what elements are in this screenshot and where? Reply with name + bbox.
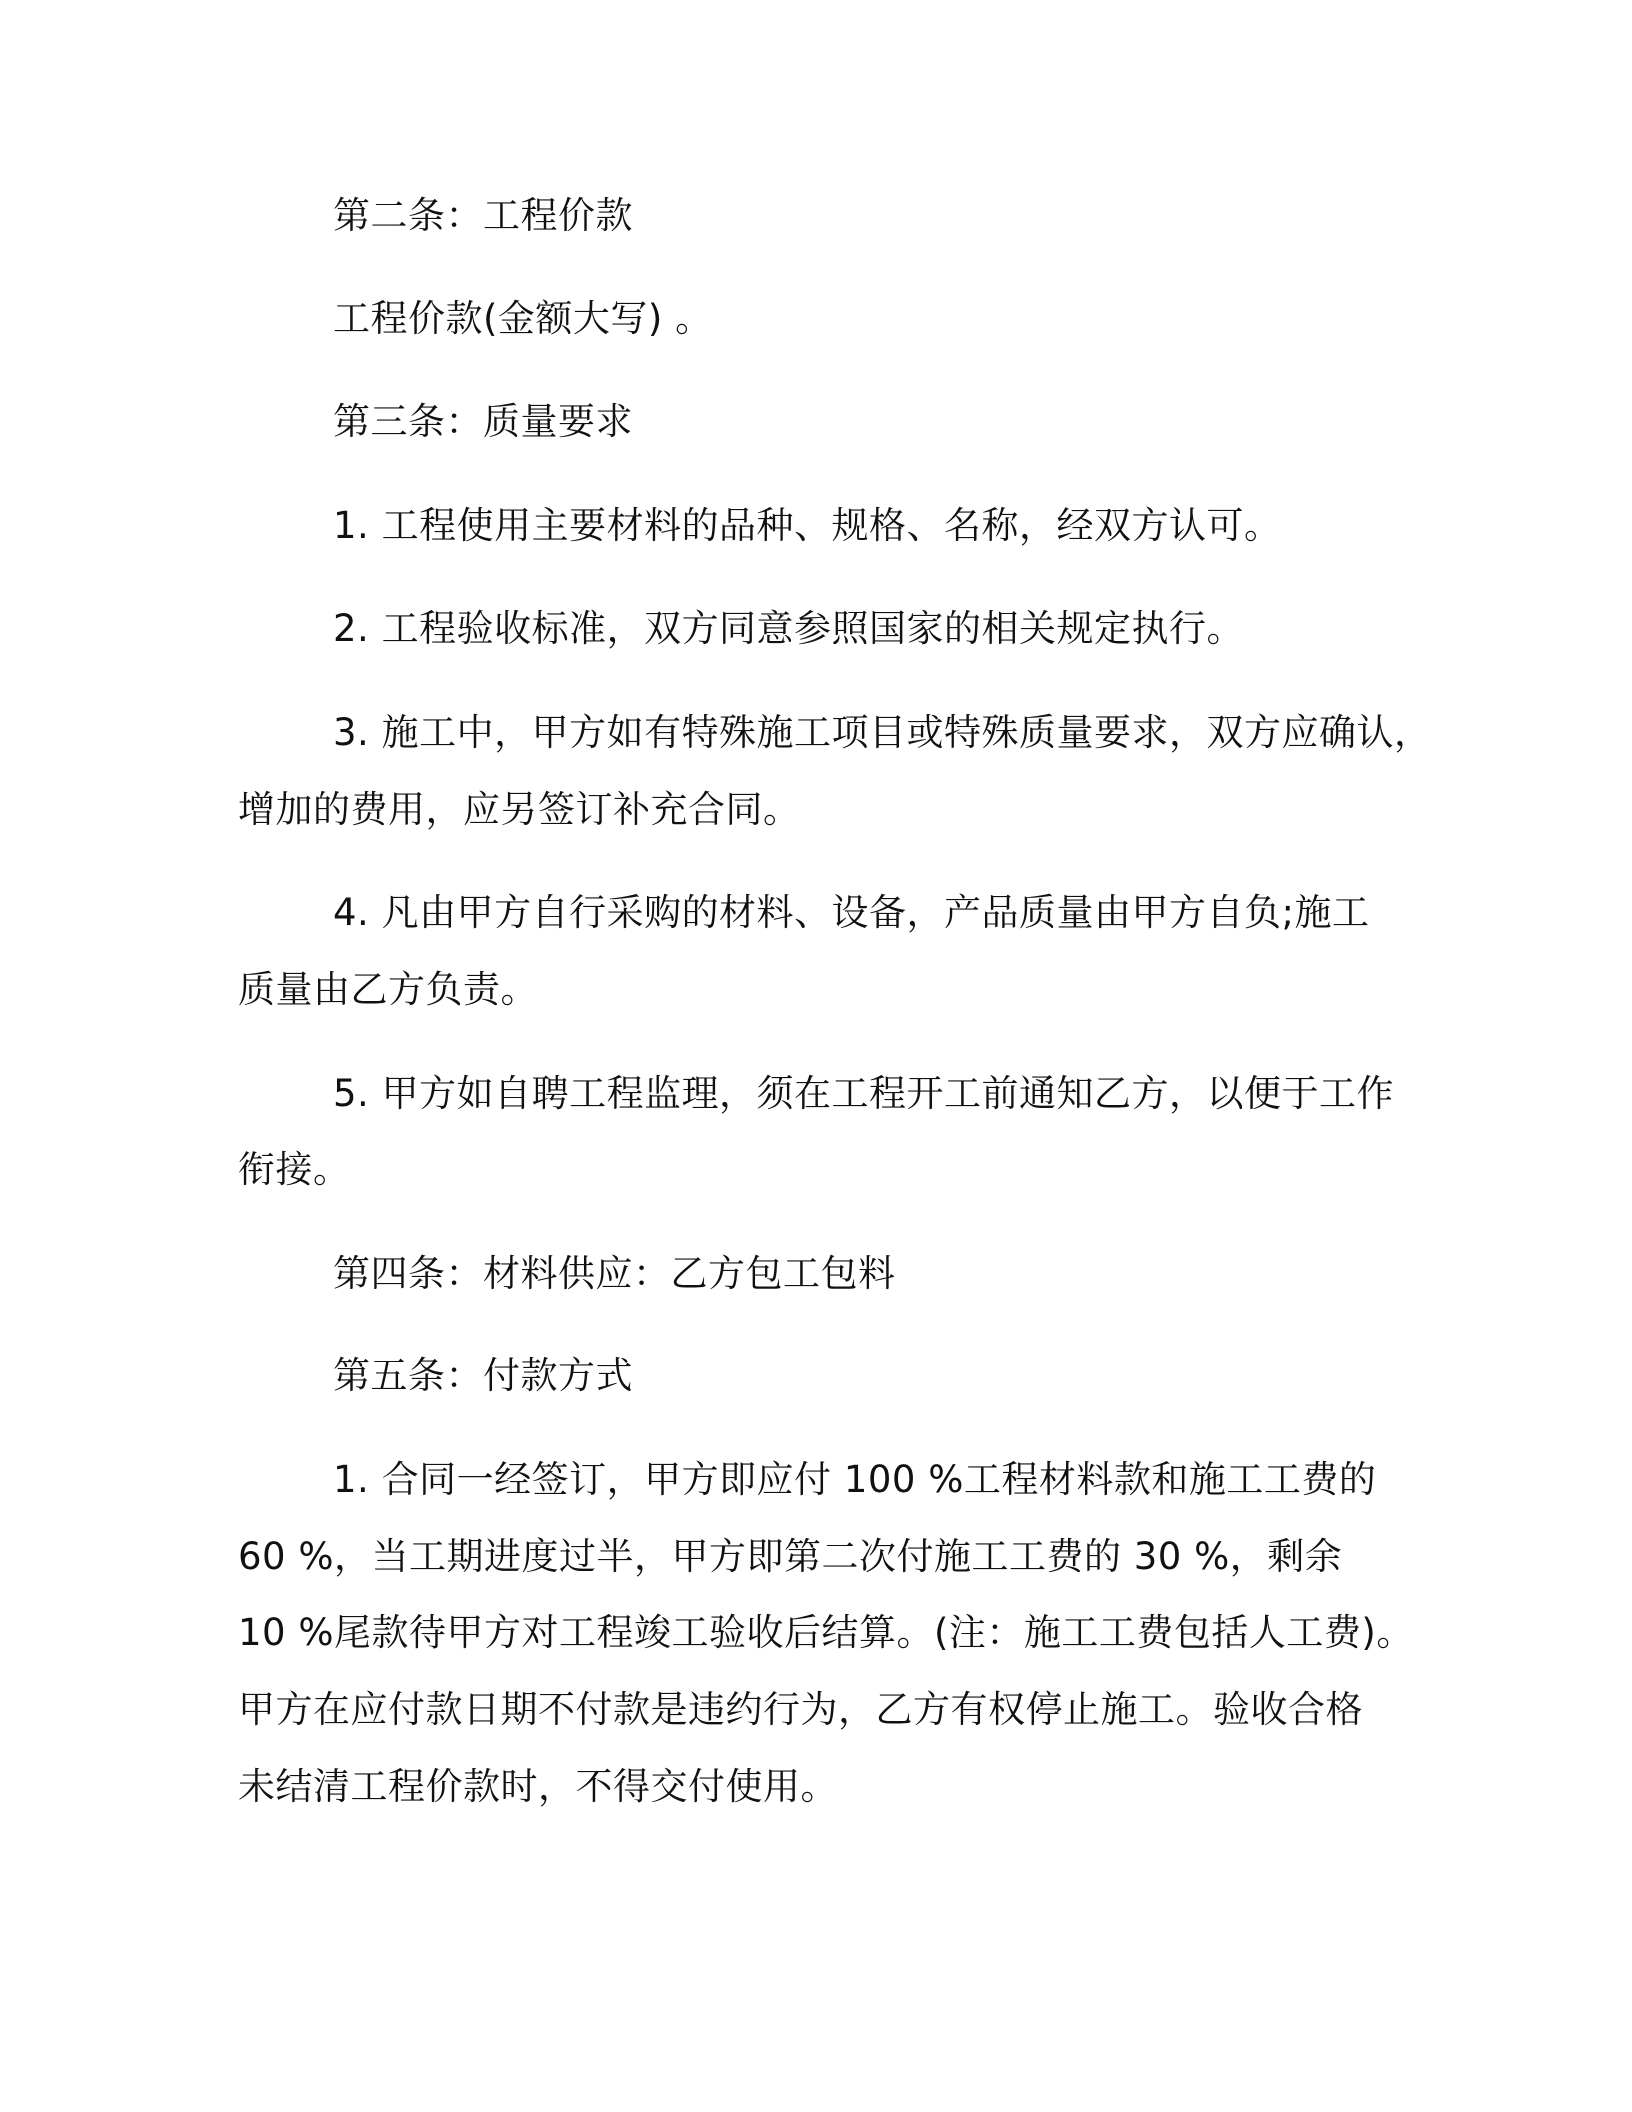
article-5-item-1-line-2: 60 %，当工期进度过半，甲方即第二次付施工工费的 30 %，剩余 [238, 1535, 1343, 1578]
article-3-item-1: 1. 工程使用主要材料的品种、规格、名称，经双方认可。 [333, 504, 1282, 547]
article-5-item-1-line-5: 未结清工程价款时，不得交付使用。 [238, 1765, 838, 1808]
article-5-item-1-line-1: 1. 合同一经签订，甲方即应付 100 %工程材料款和施工工费的 [333, 1458, 1377, 1501]
article-3-item-5-line-1: 5. 甲方如自聘工程监理，须在工程开工前通知乙方，以便于工作 [333, 1072, 1395, 1115]
article-4-heading: 第四条：材料供应：乙方包工包料 [333, 1252, 896, 1295]
article-2-heading: 第二条：工程价款 [333, 194, 633, 237]
article-3-heading: 第三条：质量要求 [333, 400, 633, 443]
article-5-item-1-line-3: 10 %尾款待甲方对工程竣工验收后结算。(注：施工工费包括人工费)。 [238, 1611, 1414, 1654]
article-3-item-2: 2. 工程验收标准，双方同意参照国家的相关规定执行。 [333, 607, 1245, 650]
article-2-text: 工程价款(金额大写) 。 [333, 297, 713, 340]
article-5-item-1-line-4: 甲方在应付款日期不付款是违约行为，乙方有权停止施工。验收合格 [238, 1688, 1363, 1731]
article-3-item-3-line-2: 增加的费用，应另签订补充合同。 [238, 788, 801, 831]
article-3-item-4-line-2: 质量由乙方负责。 [238, 968, 538, 1011]
article-5-heading: 第五条：付款方式 [333, 1354, 633, 1397]
article-3-item-5-line-2: 衔接。 [238, 1148, 351, 1191]
article-3-item-4-line-1: 4. 凡由甲方自行采购的材料、设备，产品质量由甲方自负;施工 [333, 891, 1370, 934]
article-3-item-3-line-1: 3. 施工中，甲方如有特殊施工项目或特殊质量要求，双方应确认， [333, 711, 1432, 754]
